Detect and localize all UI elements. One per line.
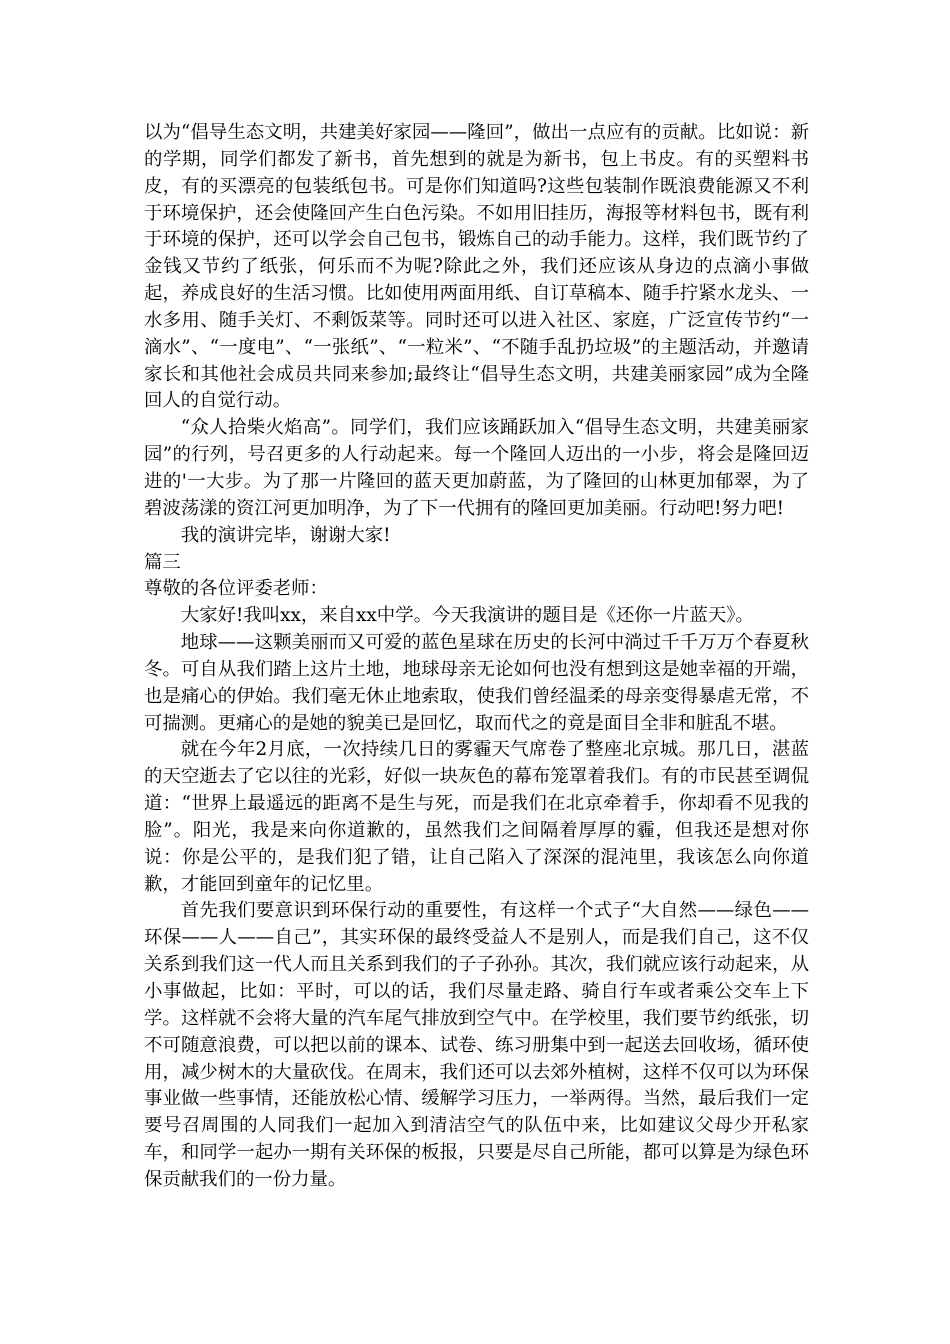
paragraph-earth: 地球——这颗美丽而又可爱的蓝色星球在历史的长河中淌过千千万万个春夏秋冬。可自从我们踏上这片土地，地球母亲无论如何也没有想到这是她幸福的开端，也是痛心的伊始。我们毫无休止地索取，使我们曾经温柔的母亲变得暴虐无常，不可揣测。更痛心的是她的貌美已是回忆，取而代之的竟是面目全非和脏乱不堪。 — [144, 632, 809, 734]
section-heading: 篇三 — [144, 551, 181, 573]
paragraph-recycle-book-covers: 以为“倡导生态文明，共建美好家园——隆回”，做出一点应有的贡献。比如说：新的学期，同学们都发了新书，首先想到的就是为新书，包上书皮。有的买塑料书皮，有的买漂亮的包装纸包书。可是你们知道吗?这些包装制作既浪费能源又不利于环境保护，还会使隆回产生白色污染。不如用旧挂历，海报等材料包书，既有利于环境的保护，还可以学会自己包书，锻炼自己的动手能力。这样，我们既节约了金钱又节约了纸张，何乐而不为呢?除此之外，我们还应该从身边的点滴小事做起，养成良好的生活习惯。比如使用两面用纸、自订草稿本、随手拧紧水龙头、一水多用、随手关灯、不剩饭菜等。同时还可以进入社区、家庭，广泛宣传节约“一滴水”、“一度电”、“一张纸”、“一粒米”、“不随手乱扔垃圾”的主题活动，并邀请家长和其他社会成员共同来参加;最终让“倡导生态文明，共建美丽家园”成为全隆回人的自觉行动。 — [144, 122, 809, 412]
salutation: 尊敬的各位评委老师： — [144, 578, 328, 600]
paragraph-environmental-action: 首先我们要意识到环保行动的重要性，有这样一个式子“大自然——绿色——环保——人——自己”，其实环保的最终受益人不是别人，而是我们自己，这不仅关系到我们这一代人而且关系到我们的子子孙孙。其次，我们就应该行动起来，从小事做起，比如：平时，可以的话，我们尽量走路、骑自行车或者乘公交车上下学。这样就不会将大量的汽车尾气排放到空气中。在学校里，我们要节约纸张，切不可随意浪费，可以把以前的课本、试卷、练习册集中到一起送去回收场，循环使用，减少树木的大量砍伐。在周末，我们还可以去郊外植树，这样不仅可以为环保事业做一些事情，还能放松心情、缓解学习压力，一举两得。当然，最后我们一定要号召周围的人同我们一起加入到清洁空气的队伍中来，比如建议父母少开私家车，和同学一起办一期有关环保的板报，只要是尽自己所能，都可以算是为绿色环保贡献我们的一份力量。 — [144, 900, 809, 1190]
paragraph-smog: 就在今年2月底，一次持续几日的雾霾天气席卷了整座北京城。那几日，湛蓝的天空逝去了它以往的光彩，好似一块灰色的幕布笼罩着我们。有的市民甚至调侃道：“世界上最遥远的距离不是生与死，而是我们在北京牵着手，你却看不见我的脸”。阳光，我是来向你道歉的，虽然我们之间隔着厚厚的霾，但我还是想对你说：你是公平的，是我们犯了错，让自己陷入了深深的混沌里，我该怎么向你道歉，才能回到童年的记忆里。 — [144, 739, 809, 895]
paragraph-speech-closing: 我的演讲完毕，谢谢大家! — [180, 524, 391, 546]
paragraph-self-introduction: 大家好!我叫xx，来自xx中学。今天我演讲的题目是《还你一片蓝天》。 — [180, 605, 754, 627]
paragraph-call-to-action: “众人拾柴火焰高”。同学们，我们应该踊跃加入“倡导生态文明，共建美丽家园”的行列，号召更多的人行动起来。每一个隆回人迈出的一小步，将会是隆回迈进的'一大步。为了那一片隆回的蓝天更加蔚蓝，为了隆回的山林更加郁翠，为了碧波荡漾的资江河更加明净，为了下一代拥有的隆回更加美丽。行动吧!努力吧! — [144, 417, 809, 519]
document-page — [144, 120, 809, 1194]
